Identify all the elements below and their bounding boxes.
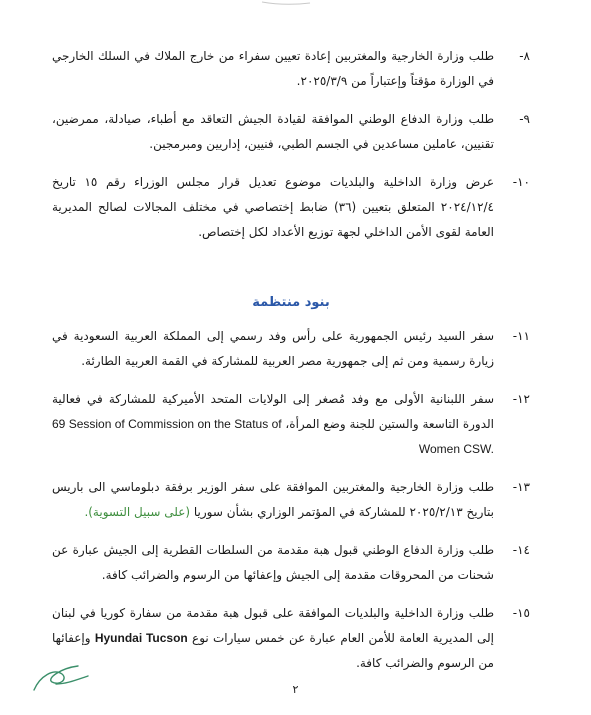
list-item-11 — [52, 324, 530, 374]
item-text: سفر السيد رئيس الجمهورية على رأس وفد رسمي إلى المملكة العربية السعودية في زيارة رسمية ومن ثم إلى جمهورية مصر العربية للمشاركة في القمة العربية الطارئة. — [52, 329, 494, 368]
item-number: ١٤- — [512, 543, 530, 557]
item-text-arabic-2: وإعفائها من الرسوم والضرائب كافة. — [52, 631, 494, 670]
scan-edge-mark — [0, 0, 591, 12]
item-text: طلب وزارة الخارجية والمغتربين إعادة تعيين سفراء من خارج الملاك في السلك الخارجي في الوزارة مؤقتاً وإعتباراً من ٢٠٢٥/٣/٩. — [52, 49, 494, 88]
list-item-15 — [52, 601, 530, 676]
item-text: طلب وزارة الدفاع الوطني الموافقة لقيادة الجيش التعاقد مع أطباء، صيادلة، ممرضين، تقنيين، عاملين مساعدين في الجسم الطبي، فنيين، إداريين ومبرمجين. — [52, 112, 494, 151]
item-text — [52, 387, 494, 462]
item-text: طلب وزارة الدفاع الوطني قبول هبة مقدمة من السلطات القطرية إلى الجيش عبارة عن شحنات من المحروقات مقدمة إلى الجيش وإعفائها من الرسوم والضرائب كافة. — [52, 543, 494, 582]
list-item-14 — [52, 538, 530, 588]
document-page — [52, 44, 530, 676]
list-item-13 — [52, 475, 530, 525]
section-heading: بنود منتظمة — [252, 295, 330, 310]
item-number: ١٣- — [512, 480, 530, 494]
item-text: عرض وزارة الداخلية والبلديات موضوع تعديل قرار مجلس الوزراء رقم ١٥ تاريخ ٢٠٢٤/١٢/٤ المتعلق بتعيين (٣٦) ضابط إختصاصي في مختلف المجالات لصالح المديرية العامة لقوى الأمن الداخلي لجهة توزيع الأعداد لكل إختصاص. — [52, 175, 494, 239]
list-item-10 — [52, 170, 530, 245]
item-number: ١٥- — [512, 606, 530, 620]
item-text-english: 69 Session of Commission on the Status of Women CSW. — [52, 417, 494, 456]
item-number: ١١- — [512, 329, 530, 343]
item-number: ٩- — [519, 112, 530, 126]
item-number: ١٠- — [512, 175, 530, 189]
item-text-arabic: طلب وزارة الخارجية والمغتربين الموافقة على سفر الوزير برفقة دبلوماسي الى باريس بتاريخ ٢٠٢٥/٢/١٣ للمشاركة في المؤتمر الوزاري بشأن سوريا — [52, 480, 494, 519]
page-number: ٢ — [292, 683, 299, 696]
item-text-arabic: سفر اللبنانية الأولى مع وفد مُصغر إلى الولايات المتحد الأميركية للمشاركة في فعالية الدورة التاسعة والستين للجنة وضع المرأة، — [52, 392, 495, 431]
item-number: ٨- — [519, 49, 530, 63]
item-text — [52, 475, 494, 525]
list-item-12 — [52, 387, 530, 462]
list-item-8 — [52, 44, 530, 94]
list-item-9 — [52, 107, 530, 157]
settlement-note: (على سبيل التسوية). — [84, 505, 191, 519]
item-number: ١٢- — [512, 392, 530, 406]
car-model: Hyundai Tucson — [94, 631, 188, 645]
item-text — [52, 601, 494, 676]
item-text-arabic-1: طلب وزارة الداخلية والبلديات الموافقة على قبول هبة مقدمة من سفارة كوريا في لبنان إلى المديرية العامة للأمن العام عبارة عن خمس سيارات نوع — [52, 606, 494, 645]
